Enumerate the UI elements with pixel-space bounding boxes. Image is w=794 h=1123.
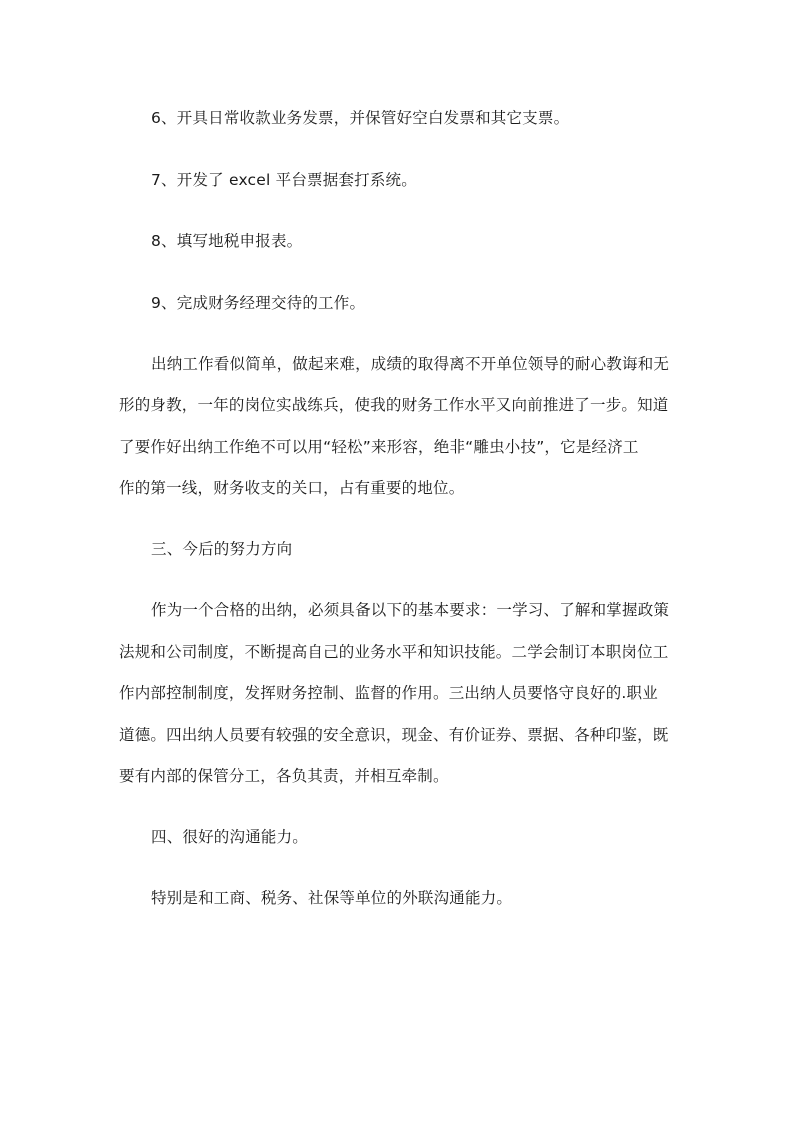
list-item-9: 9、完成财务经理交待的工作。 bbox=[151, 294, 366, 312]
section-three-line-1: 作为一个合格的出纳，必须具备以下的基本要求：一学习、了解和掌握政策 bbox=[151, 601, 670, 619]
summary-line-2: 形的身教，一年的岗位实战练兵，使我的财务工作水平又向前推进了一步。知道 bbox=[119, 396, 669, 414]
summary-line-3: 了要作好出纳工作绝不可以用“轻松”来形容，绝非“雕虫小技”，它是经济工 bbox=[119, 438, 639, 456]
list-item-8: 8、填写地税申报表。 bbox=[151, 232, 303, 250]
section-three-line-2: 法规和公司制度，不断提高自己的业务水平和知识技能。二学会制订本职岗位工 bbox=[119, 643, 669, 661]
list-item-7: 7、开发了 excel 平台票据套打系统。 bbox=[151, 171, 417, 189]
section-four-heading: 四、很好的沟通能力。 bbox=[151, 828, 309, 846]
summary-line-1: 出纳工作看似简单，做起来难，成绩的取得离不开单位领导的耐心教诲和无 bbox=[151, 355, 670, 373]
section-three-line-5: 要有内部的保管分工，各负其责，并相互牵制。 bbox=[119, 767, 449, 785]
section-three-heading: 三、今后的努力方向 bbox=[151, 540, 293, 558]
section-three-line-4: 道德。四出纳人员要有较强的安全意识，现金、有价证券、票据、各种印鉴，既 bbox=[119, 726, 669, 744]
section-four-text: 特别是和工商、税务、社保等单位的外联沟通能力。 bbox=[151, 889, 513, 907]
summary-line-4: 作的第一线，财务收支的关口，占有重要的地位。 bbox=[119, 479, 465, 497]
list-item-6: 6、开具日常收款业务发票，并保管好空白发票和其它支票。 bbox=[151, 109, 570, 127]
section-three-line-3: 作内部控制制度，发挥财务控制、监督的作用。三出纳人员要恪守良好的.职业 bbox=[119, 684, 658, 702]
